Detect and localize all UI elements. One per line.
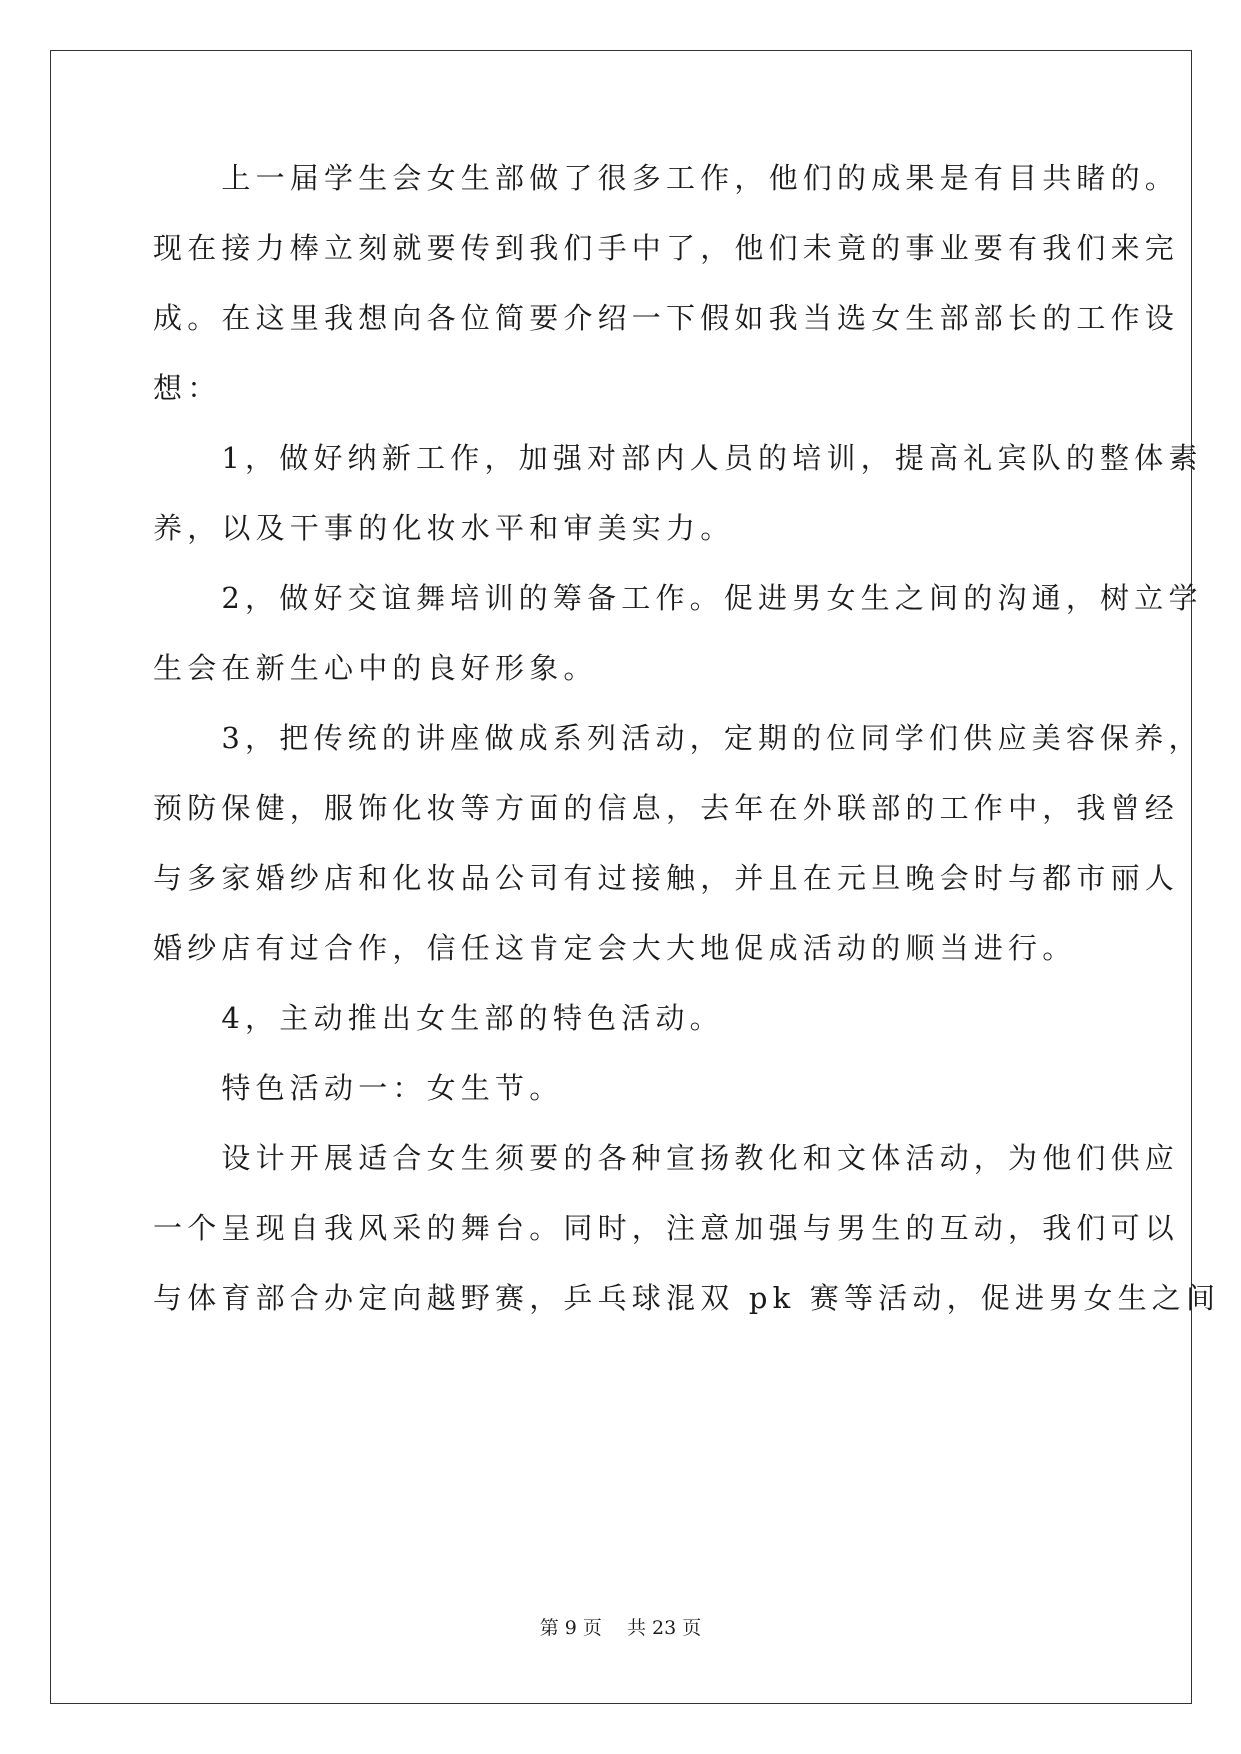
body-text-line: 3，把传统的讲座做成系列活动，定期的位同学们供应美容保养， [153, 721, 1203, 755]
body-text-line: 与多家婚纱店和化妆品公司有过接触，并且在元旦晚会时与都市丽人 [153, 861, 1180, 895]
body-text-line: 2，做好交谊舞培训的筹备工作。促进男女生之间的沟通，树立学 [153, 581, 1203, 615]
body-text-line: 现在接力棒立刻就要传到我们手中了，他们未竟的事业要有我们来完 [153, 231, 1180, 265]
body-text-line: 养，以及干事的化妆水平和审美实力。 [153, 511, 735, 545]
page-footer [0, 1616, 1241, 1640]
body-text-line: 生会在新生心中的良好形象。 [153, 651, 598, 685]
body-text-line: 与体育部合办定向越野赛，乒乓球混双 pk 赛等活动，促进男女生之间 [153, 1281, 1221, 1315]
page-number: 第 9 页 共 23 页 [539, 1617, 702, 1639]
body-text-line: 设计开展适合女生须要的各种宣扬教化和文体活动，为他们供应 [153, 1141, 1180, 1175]
body-text-line: 一个呈现自我风采的舞台。同时，注意加强与男生的互动，我们可以 [153, 1211, 1180, 1245]
body-text-line: 想： [153, 371, 222, 405]
body-text-line: 上一届学生会女生部做了很多工作，他们的成果是有目共睹的。 [153, 161, 1180, 195]
body-text-line: 婚纱店有过合作，信任这肯定会大大地促成活动的顺当进行。 [153, 931, 1077, 965]
body-text-line: 4，主动推出女生部的特色活动。 [153, 1001, 724, 1035]
body-text-line: 预防保健，服饰化妆等方面的信息，去年在外联部的工作中，我曾经 [153, 791, 1180, 825]
body-text-line: 成。在这里我想向各位简要介绍一下假如我当选女生部部长的工作设 [153, 301, 1180, 335]
body-text-line: 特色活动一：女生节。 [153, 1071, 564, 1105]
body-text-line: 1，做好纳新工作，加强对部内人员的培训，提高礼宾队的整体素 [153, 441, 1203, 475]
